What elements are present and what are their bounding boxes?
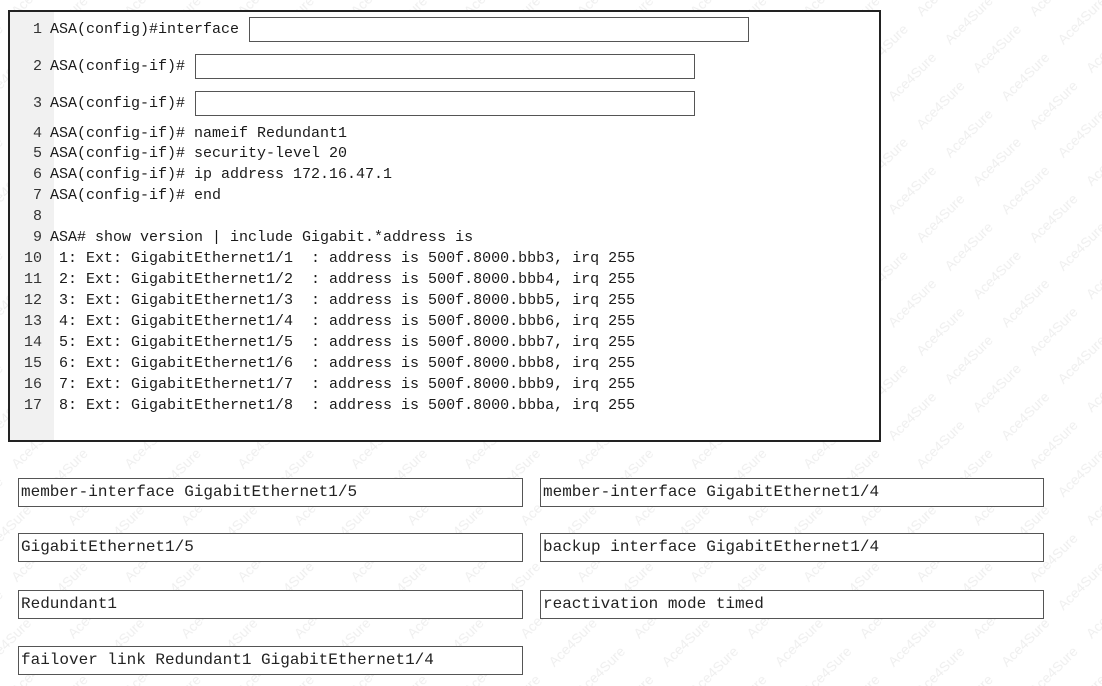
line-number: 16 [23, 375, 42, 393]
config-code-panel [8, 10, 881, 442]
code-line [16, 18, 749, 40]
code-text: 1: Ext: GigabitEthernet1/1 : address is 500f.8000.bbb3, irq 255 [50, 249, 636, 267]
drop-target-2[interactable] [195, 54, 695, 79]
option-reactivation-mode-timed[interactable]: reactivation mode timed [540, 590, 1044, 619]
line-number: 6 [32, 165, 42, 183]
code-line [16, 268, 635, 290]
code-line [16, 331, 635, 353]
code-text: 6: Ext: GigabitEthernet1/6 : address is 500f.8000.bbb8, irq 255 [50, 354, 636, 372]
code-text: ASA(config-if)# [50, 57, 186, 75]
code-line [16, 352, 635, 374]
code-text: ASA(config)#interface [50, 20, 240, 38]
code-text: 5: Ext: GigabitEthernet1/5 : address is 500f.8000.bbb7, irq 255 [50, 333, 636, 351]
code-line [16, 163, 392, 185]
code-line [16, 184, 221, 206]
line-number: 2 [32, 57, 42, 75]
code-line [16, 394, 635, 416]
line-number: 4 [32, 124, 42, 142]
code-line [16, 310, 635, 332]
drop-target-1[interactable] [249, 17, 749, 42]
code-line [16, 226, 473, 248]
option-backup-interface-gi1-4[interactable]: backup interface GigabitEthernet1/4 [540, 533, 1044, 562]
line-number: 3 [32, 94, 42, 112]
code-text: 4: Ext: GigabitEthernet1/4 : address is 500f.8000.bbb6, irq 255 [50, 312, 636, 330]
line-number: 8 [32, 207, 42, 225]
option-member-interface-gi1-5[interactable]: member-interface GigabitEthernet1/5 [18, 478, 523, 507]
line-number: 1 [32, 20, 42, 38]
line-number: 7 [32, 186, 42, 204]
code-text: ASA(config-if)# ip address 172.16.47.1 [50, 165, 393, 183]
code-text: 3: Ext: GigabitEthernet1/3 : address is 500f.8000.bbb5, irq 255 [50, 291, 636, 309]
code-text: ASA# show version | include Gigabit.*address is [50, 228, 474, 246]
line-number: 15 [23, 354, 42, 372]
code-line [16, 247, 635, 269]
code-text: 8: Ext: GigabitEthernet1/8 : address is 500f.8000.bbba, irq 255 [50, 396, 636, 414]
code-text: 2: Ext: GigabitEthernet1/2 : address is 500f.8000.bbb4, irq 255 [50, 270, 636, 288]
option-gi1-5[interactable]: GigabitEthernet1/5 [18, 533, 523, 562]
code-line [16, 205, 50, 227]
line-number: 14 [23, 333, 42, 351]
code-text: ASA(config-if)# security-level 20 [50, 144, 348, 162]
option-redundant1[interactable]: Redundant1 [18, 590, 523, 619]
line-number: 9 [32, 228, 42, 246]
line-number: 10 [23, 249, 42, 267]
code-line [16, 289, 635, 311]
option-member-interface-gi1-4[interactable]: member-interface GigabitEthernet1/4 [540, 478, 1044, 507]
code-text: ASA(config-if)# nameif Redundant1 [50, 124, 348, 142]
line-number: 17 [23, 396, 42, 414]
line-number: 12 [23, 291, 42, 309]
code-text: ASA(config-if)# end [50, 186, 222, 204]
line-number: 11 [23, 270, 42, 288]
code-line [16, 142, 347, 164]
option-failover-link[interactable]: failover link Redundant1 GigabitEthernet1/4 [18, 646, 523, 675]
code-text: ASA(config-if)# [50, 94, 186, 112]
code-line [16, 55, 695, 77]
code-text: 7: Ext: GigabitEthernet1/7 : address is 500f.8000.bbb9, irq 255 [50, 375, 636, 393]
code-line [16, 373, 635, 395]
line-number: 5 [32, 144, 42, 162]
code-line [16, 92, 695, 114]
line-number: 13 [23, 312, 42, 330]
code-line [16, 122, 347, 144]
drop-target-3[interactable] [195, 91, 695, 116]
